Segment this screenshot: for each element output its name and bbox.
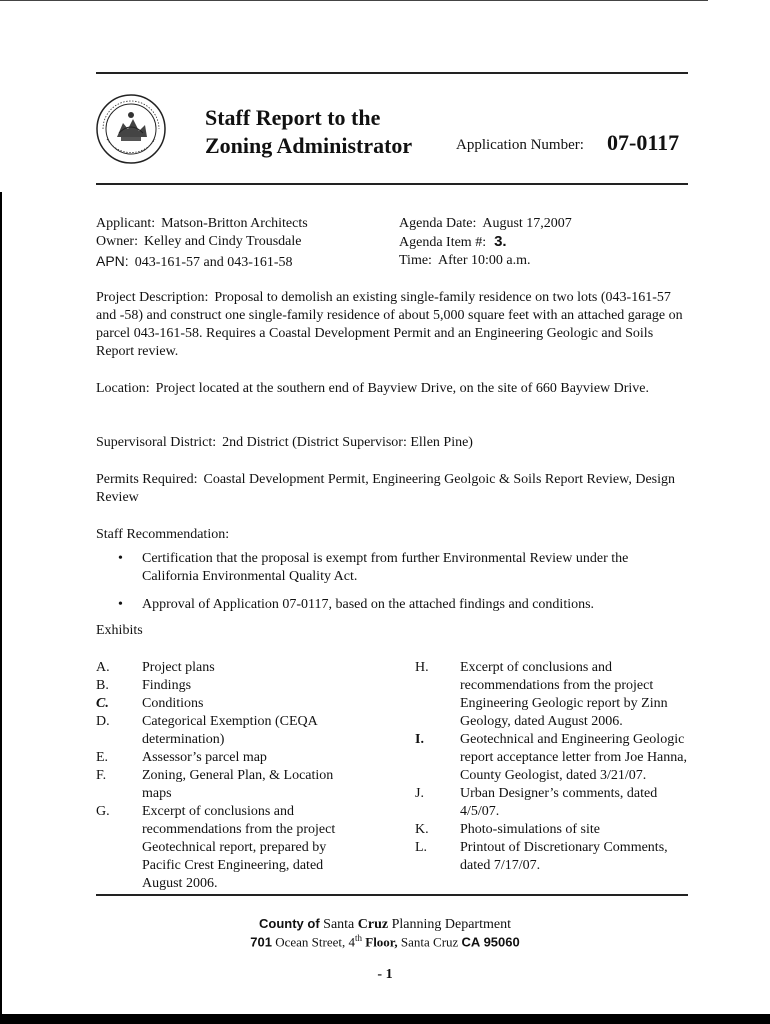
exhibit-key: L. (415, 840, 428, 855)
exhibit-text: Findings (142, 678, 192, 693)
recommendation-item (96, 596, 686, 614)
owner-value: Kelley and Cindy Trousdale (144, 234, 302, 249)
county-seal-icon (95, 93, 167, 165)
exhibit-key: C. (96, 696, 109, 711)
agenda-item-row (399, 233, 507, 252)
agenda-item-value: 3. (494, 233, 507, 250)
project-description-text: Proposal to demolish an existing single-family residence on two lots (043-161-57 and -58) and construct one single-family residence of about 5,000 square feet with an attached garage on parcel 043-161-58. Requires a Coastal Development Permit and an Engineering Geologic and Soils Report review. (96, 290, 683, 359)
exhibit-text: Categorical Exemption (CEQA determination) (142, 714, 317, 747)
exhibit-key: J. (415, 786, 424, 801)
exhibit-text: Excerpt of conclusions and recommendations from the project Geotechnical report, prepared by Pacific Crest Engineering, dated August 2006. (142, 804, 336, 891)
exhibit-text: Geotechnical and Engineering Geologic report acceptance letter from Joe Hanna, County Geologist, dated 3/21/07. (460, 732, 687, 783)
project-description-label: Project Description: (96, 290, 209, 305)
exhibit-item (415, 785, 695, 821)
staff-recommendation-heading: Staff Recommendation: (96, 527, 230, 542)
recommendation-text: Approval of Application 07-0117, based on the attached findings and conditions. (142, 597, 595, 612)
application-number-label: Application Number: (456, 137, 584, 153)
exhibit-key: B. (96, 678, 109, 693)
owner-label: Owner: (96, 234, 138, 249)
exhibit-text: Excerpt of conclusions and recommendations from the project Engineering Geologic report by Zinn Geology, dated August 2006. (460, 660, 668, 729)
exhibit-key: F. (96, 768, 107, 783)
agenda-date-label: Agenda Date: (399, 216, 477, 231)
exhibit-key: H. (415, 660, 429, 675)
footer-floor: Floor, (365, 934, 398, 950)
exhibit-item (415, 731, 695, 785)
exhibit-key: D. (96, 714, 110, 729)
exhibits-left-column (96, 659, 366, 893)
exhibit-item (415, 659, 695, 731)
exhibit-key: E. (96, 750, 109, 765)
location (96, 380, 692, 398)
footer-department (0, 916, 770, 933)
page-edge-left (0, 192, 2, 1024)
staff-recommendation-list (96, 550, 686, 624)
header-top-rule (96, 72, 688, 74)
exhibit-item (96, 803, 366, 893)
recommendation-item (96, 550, 686, 586)
apn-row (96, 252, 293, 272)
apn-value: 043-161-57 and 043-161-58 (134, 255, 293, 270)
apn-label: APN: (96, 253, 129, 269)
time-label: Time: (399, 253, 432, 268)
exhibit-item (96, 695, 366, 713)
location-text: Project located at the southern end of Bayview Drive, on the site of 660 Bayview Drive. (155, 381, 650, 396)
footer-state: CA (461, 934, 481, 950)
applicant-row (96, 215, 308, 233)
exhibits-right-column (415, 659, 695, 875)
footer-street: Ocean Street, 4 (275, 934, 355, 950)
report-title-line1: Staff Report to the (205, 105, 381, 130)
bullet-icon: • (118, 597, 123, 612)
exhibit-text: Zoning, General Plan, & Location maps (142, 768, 334, 801)
owner-row (96, 233, 302, 251)
footer-rule (96, 894, 688, 896)
location-label: Location: (96, 381, 150, 396)
time-row (399, 252, 530, 270)
agenda-date-row (399, 215, 572, 233)
agenda-item-label: Agenda Item #: (399, 235, 487, 250)
exhibit-key: I. (415, 732, 424, 747)
exhibit-item (415, 839, 695, 875)
permits-required (96, 471, 692, 507)
exhibit-item (96, 749, 366, 767)
page-edge-bottom (0, 1014, 770, 1024)
exhibit-item (96, 677, 366, 695)
footer-sup: th (354, 933, 362, 943)
exhibit-key: K. (415, 822, 429, 837)
application-number: 07-0117 (607, 130, 680, 155)
exhibits-heading: Exhibits (96, 623, 143, 638)
footer-county: County of (259, 916, 320, 931)
supervisorial-label: Supervisoral District: (96, 435, 217, 450)
exhibit-text: Printout of Discretionary Comments, dated 7/17/07. (460, 840, 668, 873)
time-value: After 10:00 a.m. (437, 253, 531, 268)
exhibit-key: G. (96, 804, 110, 819)
exhibit-text: Project plans (142, 660, 215, 675)
footer-zip: 95060 (483, 934, 520, 950)
footer-address (0, 933, 770, 950)
exhibit-text: Conditions (142, 696, 204, 711)
exhibit-text: Photo-simulations of site (460, 822, 600, 837)
supervisorial-district (96, 434, 692, 452)
exhibit-item (96, 767, 366, 803)
agenda-date-value: August 17,2007 (482, 216, 572, 231)
project-description (96, 289, 692, 361)
applicant-label: Applicant: (96, 216, 156, 231)
exhibit-item (96, 659, 366, 677)
report-title-line2: Zoning Administrator (205, 133, 413, 158)
page-number: - 1 (377, 967, 393, 982)
bullet-icon: • (118, 551, 123, 566)
exhibit-key: A. (96, 660, 110, 675)
recommendation-text: Certification that the proposal is exempt from further Environmental Review under the California Environmental Quality Act. (142, 551, 629, 584)
report-title (205, 104, 412, 160)
exhibit-text: Assessor’s parcel map (142, 750, 267, 765)
permits-text: Coastal Development Permit, Engineering Geolgoic & Soils Report Review, Design Review (96, 472, 676, 505)
permits-label: Permits Required: (96, 472, 198, 487)
footer-cruz: Cruz (357, 917, 389, 932)
footer-dept: Planning Department (391, 917, 511, 932)
footer-street-number: 701 (250, 934, 272, 950)
supervisorial-text: 2nd District (District Supervisor: Ellen Pine) (222, 435, 473, 450)
header-bottom-rule (96, 183, 688, 185)
exhibit-item (96, 713, 366, 749)
exhibit-text: Urban Designer’s comments, dated 4/5/07. (460, 786, 658, 819)
footer-santa: Santa (323, 917, 355, 932)
footer-city: Santa Cruz (400, 934, 459, 950)
applicant-value: Matson-Britton Architects (161, 216, 308, 231)
page-edge-top (0, 0, 708, 1)
exhibit-item (415, 821, 695, 839)
